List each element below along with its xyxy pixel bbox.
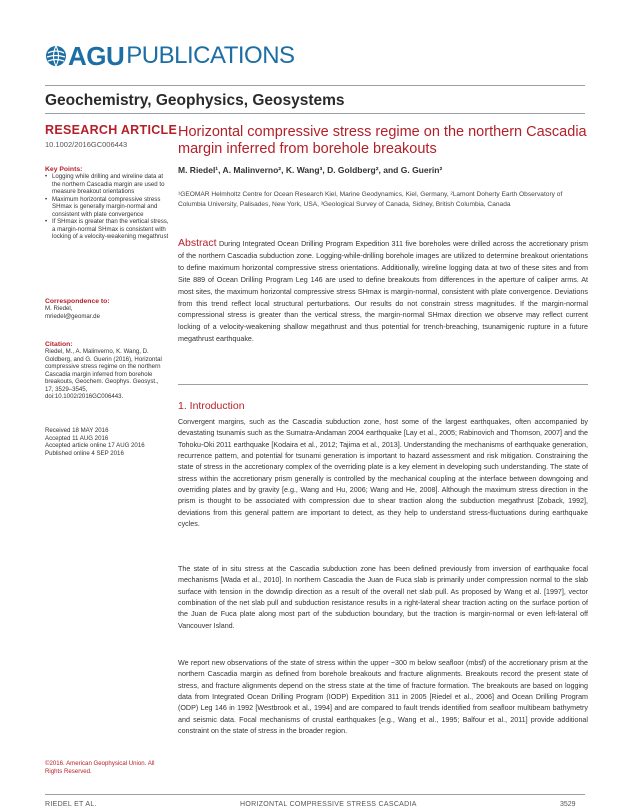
key-point: • If SHmax is greater than the vertical stress, a margin-normal SHmax is consistent with locking of a velocity-weakening megathrust xyxy=(50,218,172,241)
logo-agu-text: AGU xyxy=(68,40,125,71)
author-list: M. Riedel¹, A. Malinverno², K. Wang³, D. Goldberg², and G. Guerin² xyxy=(178,165,443,175)
abstract-text: During Integrated Ocean Drilling Program Expedition 311 five boreholes were drilled across the accretionary prism of the northern Cascadia subduction zone. Logging-while-drilling borehole images are utilized to determine breakout orientations to define maximum horizontal compressive stress orientations. Additionally, wireline logging data at two of these sites and from Site 889 of Ocean Drilling Program Leg 146 are used to define breakouts from differences in the aperture of caliper arms. At most sites, the maximum horizontal compressive stress SHmax is margin-normal, consistent with plate convergence. Deviations from this trend reflect local structural perturbations. Our results do not constrain stress magnitudes. If the margin-normal compressional stress is greater than the vertical stress, the margin-normal SHmax direction we observe may reflect current locking of a velocity-weakening shallow megathrust and thus potential for trench-breaching, tsunamigenic rupture in a future megathrust earthquake. xyxy=(178,239,588,344)
abstract-rule xyxy=(178,384,588,385)
citation-heading: Citation: xyxy=(45,341,73,348)
copyright: ©2016. American Geophysical Union. All Rights Reserved. xyxy=(45,760,155,775)
key-points-heading: Key Points: xyxy=(45,166,83,173)
correspondence-heading: Correspondence to: xyxy=(45,298,110,305)
journal-title: Geochemistry, Geophysics, Geosystems xyxy=(45,92,345,109)
paragraph: Convergent margins, such as the Cascadia subduction zone, host some of the largest earthquakes, often accompanied by devastating tsunamis such as the Sumatra-Andaman 2004 earthquake [Lay et al., 2005; Rabinovich and Thomson, 2007] and the Tohoku-Oki 2011 earthquake [Kodaira et al., 2012; Tajima et al., 2013]. Understanding the mechanisms of earthquake generation, recurrence pattern, and potential for tsunami generation is important to hazard assessment and risk mitigation. Constraining the state of stress in the accretionary complex of the overriding plate is a key element in developing such understanding. The state of stress within the accretionary prism generally is controlled by the mechanical coupling at the interface between downgoing and overriding plates and by gravity [e.g., Wang and Hu, 2006; Wang and He, 2008]. Although the maximum stress direction in the prism is thought to be associated with compression due to shear traction along the subduction megathrust [Zoback, 1992], deviations from this general pattern are important to detect, as they help to understand stress-fluctuations during earthquake cycles. xyxy=(178,418,588,529)
header-rule xyxy=(45,85,585,86)
key-points xyxy=(45,166,172,241)
key-points-list xyxy=(45,173,172,241)
key-point: • Maximum horizontal compressive stress SHmax is generally margin-normal and consistent with plate convergence xyxy=(50,196,172,219)
section-heading-introduction: 1. Introduction xyxy=(178,400,245,412)
logo-publications-text: PUBLICATIONS xyxy=(126,42,295,69)
date-published: Published online 4 SEP 2016 xyxy=(45,449,124,457)
paragraph: The state of in situ stress at the Cascadia subduction zone has been defined previously from inversion of earthquake focal mechanisms [Wada et al., 2010]. In northern Cascadia the Juan de Fuca slab is primarily under compression normal to the slab surface with tension in the downdip direction as a result of the overall net slab pull. As proposed by Wang et al. [1997], vector combination of the net slab pull and subduction resistance results in a right-lateral shear traction acting on the surface portion of the Juan de Fuca plate along most part of the subduction boundary, but the traction is margin-normal or even left-lateral off Vancouver Island. xyxy=(178,565,588,630)
article-title: Horizontal compressive stress regime on the northern Cascadia margin inferred from borehole breakouts xyxy=(178,124,587,157)
key-point: • Logging while drilling and wireline data at the northern Cascadia margin are used to measure breakout orientations xyxy=(50,173,172,196)
date-accepted: Accepted 11 AUG 2016 xyxy=(45,434,109,442)
footer-rule xyxy=(45,794,585,795)
citation xyxy=(45,341,167,401)
date-received: Received 18 MAY 2016 xyxy=(45,427,109,434)
date-accepted-online: Accepted article online 17 AUG 2016 xyxy=(45,442,145,449)
article-dates xyxy=(45,427,167,457)
correspondence-email[interactable]: mriedel@geomar.de xyxy=(45,312,100,320)
affiliations: ¹GEOMAR Helmholtz Centre for Ocean Research Kiel, Marine Geodynamics, Kiel, Germany, ²Lamont Doherty Earth Observatory of Columbia University, Palisades, New York, USA, ³Geological Survey of Canada, Sidney, British Columbia, Canada xyxy=(178,191,563,208)
page-number: 3529 xyxy=(560,801,576,808)
citation-text: Riedel, M., A. Malinverno, K. Wang, D. Goldberg, and G. Guerin (2016), Horizontal compressive stress regime on the northern Cascadia margin inferred from borehole breakouts, Geochem. Geophys. Geosyst., 17, 3529–3545, doi:10.1002/2016GC006443. xyxy=(45,348,162,400)
agu-publications-logo xyxy=(45,42,295,70)
doi: 10.1002/2016GC006443 xyxy=(45,140,128,149)
journal-rule xyxy=(45,113,585,114)
footer-authors: RIEDEL ET AL. xyxy=(45,801,97,808)
article-type: RESEARCH ARTICLE xyxy=(45,123,178,137)
abstract-label: Abstract xyxy=(178,237,217,249)
correspondence xyxy=(45,298,167,320)
paragraph: We report new observations of the state of stress within the upper ~300 m below seafloor (mbsf) of the accretionary prism at the northern Cascadia margin as defined from borehole breakouts and fracture alignments. Breakouts record the present state of stress, and fracture alignments depend on the stress state at the time of fracture formation. The breakouts are based on logging data from Integrated Ocean Drilling Program (IODP) Expedition 311 in 2005 [Riedel et al., 2006] and Ocean Drilling Program (ODP) Leg 146 in 1992 [Westbrook et al., 1994] and are compared to fault trends identified from seafloor multibeam bathymetry and seismic data. Focal mechanisms of crustal earthquakes [e.g., Wang et al., 1995; Balfour et al., 2011] provide additional constraint on the state of stress in the broader region. xyxy=(178,659,588,736)
footer-running-title: HORIZONTAL COMPRESSIVE STRESS CASCADIA xyxy=(240,801,417,808)
globe-icon xyxy=(45,45,67,67)
abstract xyxy=(178,238,588,345)
correspondence-name: M. Riedel, xyxy=(45,305,73,312)
